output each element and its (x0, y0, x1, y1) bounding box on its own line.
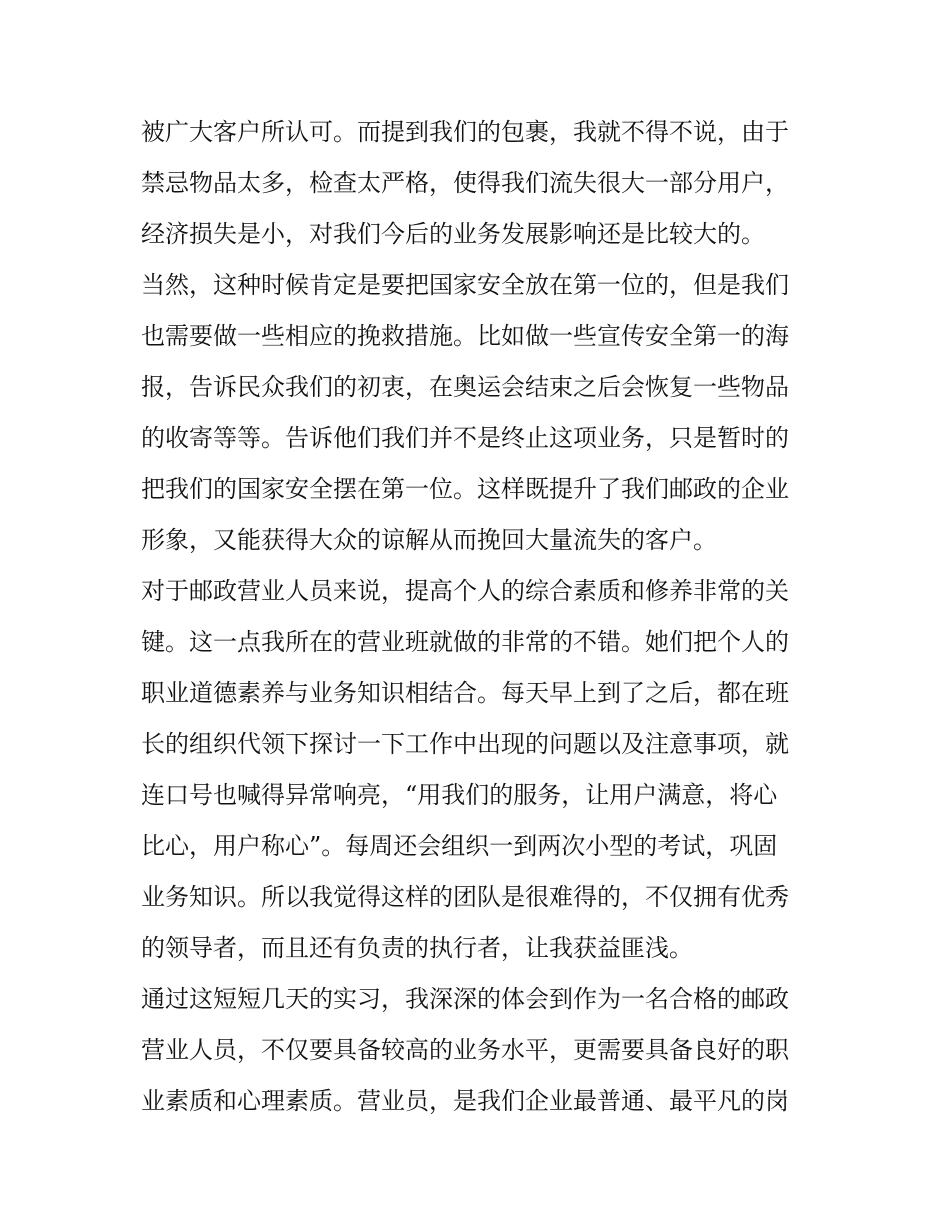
text-line: 的收寄等等。告诉他们我们并不是终止这项业务，只是暂时的 (141, 424, 789, 452)
text-line: 业素质和心理素质。营业员，是我们企业最普通、最平凡的岗 (141, 1087, 789, 1115)
text-line: 连口号也喊得异常响亮，“用我们的服务，让用户满意，将心 (141, 781, 778, 809)
text-line: 职业道德素养与业务知识相结合。每天早上到了之后，都在班 (141, 679, 789, 707)
text-line: 经济损失是小，对我们今后的业务发展影响还是比较大的。 (141, 220, 765, 248)
text-line: 通过这短短几天的实习，我深深的体会到作为一名合格的邮政 (141, 985, 789, 1013)
text-line: 对于邮政营业人员来说，提高个人的综合素质和修养非常的关 (141, 577, 789, 605)
text-line: 当然，这种时候肯定是要把国家安全放在第一位的，但是我们 (141, 271, 789, 299)
text-line: 形象，又能获得大众的谅解从而挽回大量流失的客户。 (141, 526, 717, 554)
text-line: 比心，用户称心”。每周还会组织一到两次小型的考试，巩固 (141, 832, 778, 860)
text-line: 报，告诉民众我们的初衷，在奥运会结束之后会恢复一些物品 (141, 373, 789, 401)
text-line: 的领导者，而且还有负责的执行者，让我获益匪浅。 (141, 934, 693, 962)
text-line: 把我们的国家安全摆在第一位。这样既提升了我们邮政的企业 (141, 475, 789, 503)
text-line: 业务知识。所以我觉得这样的团队是很难得的，不仅拥有优秀 (141, 883, 789, 911)
text-line: 也需要做一些相应的挽救措施。比如做一些宣传安全第一的海 (141, 322, 789, 350)
text-line: 禁忌物品太多，检查太严格，使得我们流失很大一部分用户， (141, 169, 789, 197)
text-line: 键。这一点我所在的营业班就做的非常的不错。她们把个人的 (141, 628, 789, 656)
text-line: 长的组织代领下探讨一下工作中出现的问题以及注意事项，就 (141, 730, 789, 758)
text-line: 营业人员，不仅要具备较高的业务水平，更需要具备良好的职 (141, 1036, 789, 1064)
text-line: 被广大客户所认可。而提到我们的包裹，我就不得不说，由于 (141, 118, 789, 146)
document-body (141, 107, 821, 1127)
